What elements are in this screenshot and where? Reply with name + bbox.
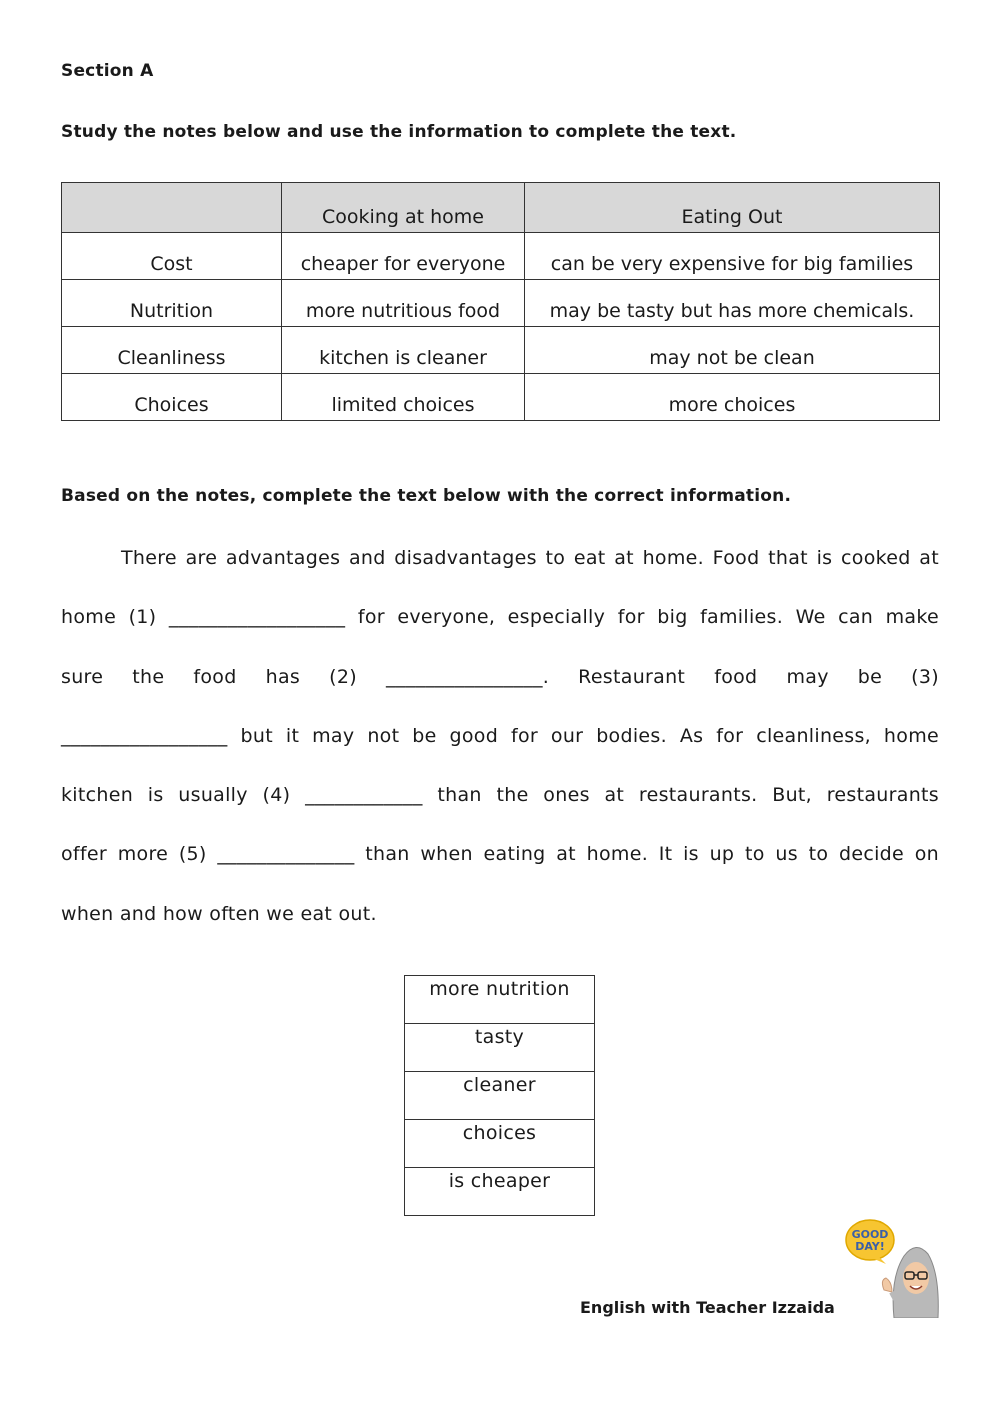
word-option: is cheaper	[405, 1168, 595, 1216]
paragraph-line: sure the food has (2) ________________. Restaurant food may be (3)	[61, 666, 939, 688]
paragraph-line: kitchen is usually (4) ____________ than the ones at restaurants. But, restaurants	[61, 784, 939, 806]
table-cell: can be very expensive for big families	[525, 233, 940, 280]
table-cell: Cost	[62, 233, 282, 280]
table-cell: Choices	[62, 374, 282, 421]
credit-text: English with Teacher Izzaida	[580, 1298, 835, 1317]
notes-table	[61, 182, 940, 421]
waving-hand-icon	[882, 1278, 892, 1292]
bubble-text-line-2: DAY!	[855, 1240, 885, 1253]
notes-table-header-row	[62, 183, 940, 233]
word-option: choices	[405, 1120, 595, 1168]
table-row	[62, 374, 940, 421]
table-cell: Nutrition	[62, 280, 282, 327]
table-cell: Cleanliness	[62, 327, 282, 374]
paragraph-line: home (1) __________________ for everyone, especially for big families. We can make	[61, 606, 939, 628]
paragraph-line: when and how often we eat out.	[61, 903, 377, 925]
notes-header-cell	[62, 183, 282, 233]
table-cell: more choices	[525, 374, 940, 421]
paragraph-line: offer more (5) ______________ than when eating at home. It is up to us to decide on	[61, 843, 939, 865]
paragraph-line: There are advantages and disadvantages to eat at home. Food that is cooked at	[121, 547, 939, 569]
instruction-study-notes: Study the notes below and use the information to complete the text.	[61, 122, 737, 142]
table-cell: kitchen is cleaner	[282, 327, 525, 374]
paragraph-line: _________________ but it may not be good for our bodies. As for cleanliness, home	[61, 725, 939, 747]
instruction-complete-text: Based on the notes, complete the text below with the correct information.	[61, 486, 792, 506]
section-title: Section A	[61, 61, 154, 81]
table-row	[62, 233, 940, 280]
table-row	[62, 280, 940, 327]
notes-header-cell: Cooking at home	[282, 183, 525, 233]
teacher-avatar-illustration	[842, 1218, 942, 1318]
notes-header-cell: Eating Out	[525, 183, 940, 233]
table-row	[62, 327, 940, 374]
bubble-text-line-1: GOOD	[851, 1228, 889, 1241]
word-option: more nutrition	[405, 976, 595, 1024]
table-cell: may not be clean	[525, 327, 940, 374]
table-cell: limited choices	[282, 374, 525, 421]
word-box	[404, 975, 595, 1216]
table-cell: cheaper for everyone	[282, 233, 525, 280]
table-cell: more nutritious food	[282, 280, 525, 327]
word-option: tasty	[405, 1024, 595, 1072]
word-option: cleaner	[405, 1072, 595, 1120]
table-cell: may be tasty but has more chemicals.	[525, 280, 940, 327]
